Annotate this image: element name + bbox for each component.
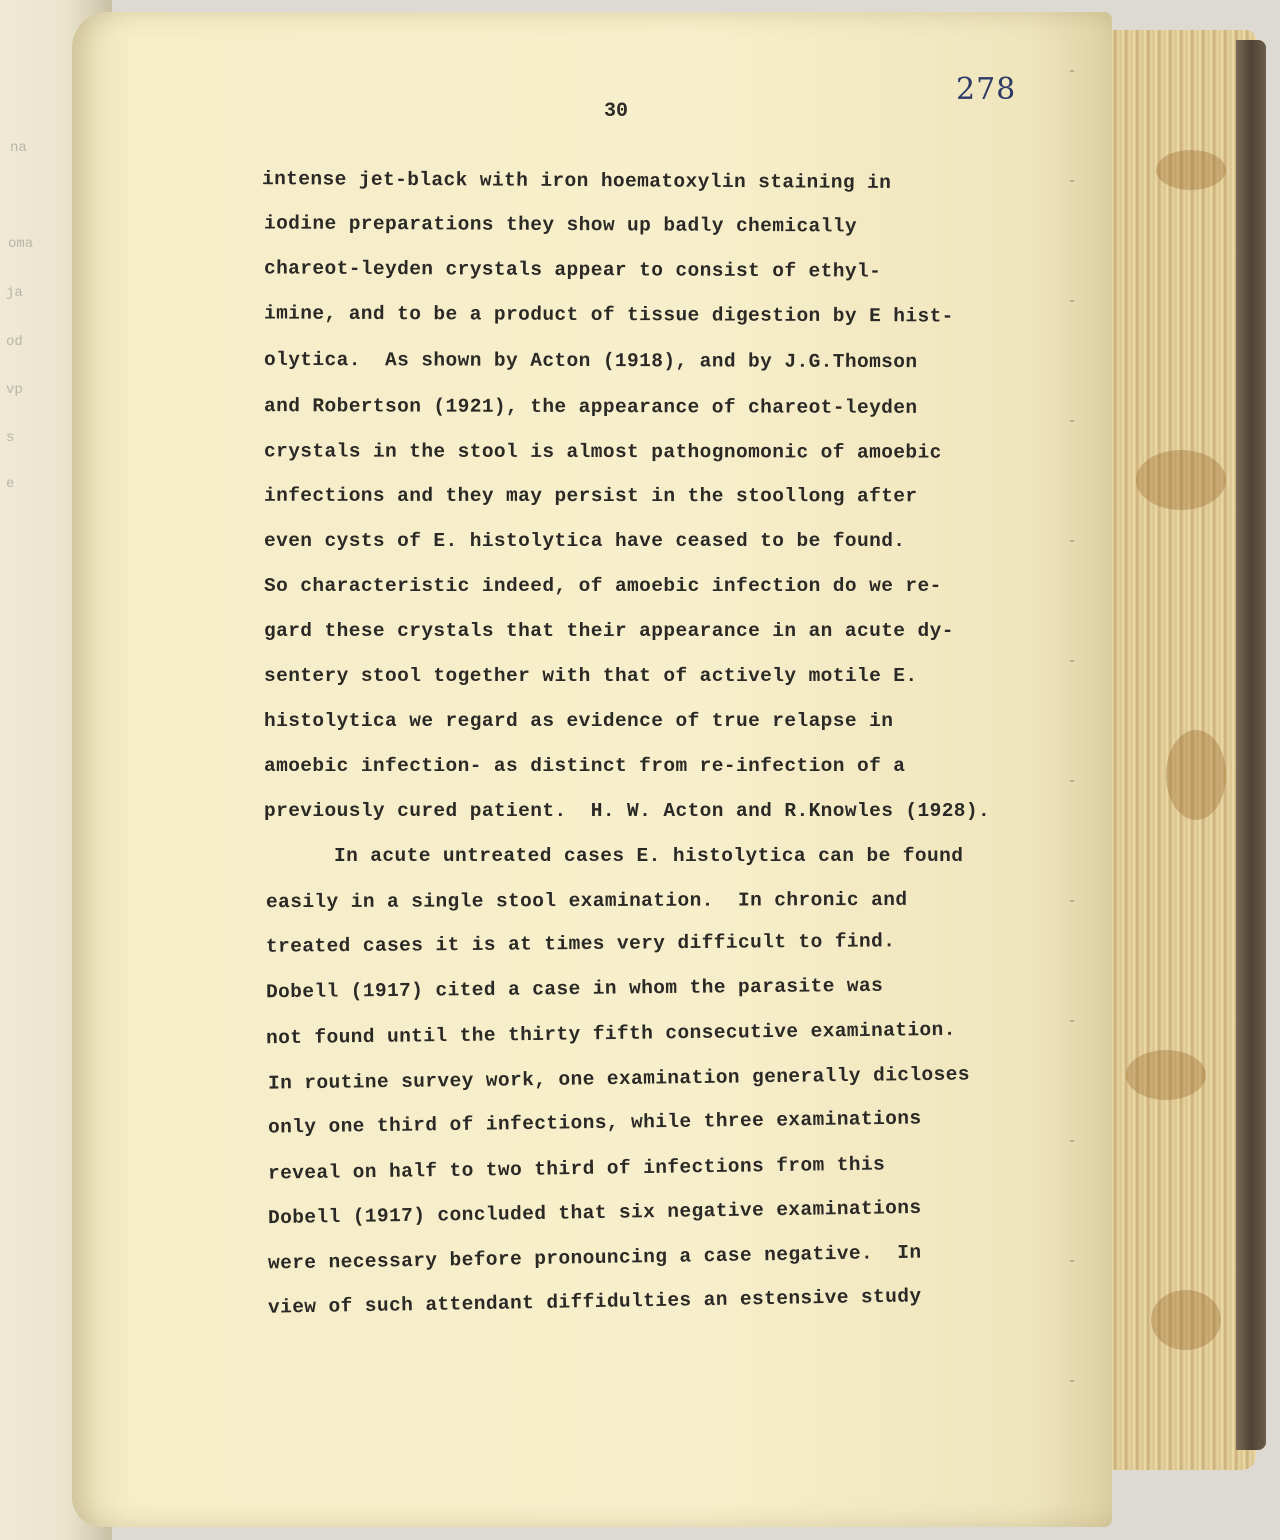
text-line: infections and they may persist in the stoollong after bbox=[263, 484, 918, 508]
text-line: and Robertson (1921), the appearance of chareot-leyden bbox=[263, 395, 918, 419]
page-stack-edges bbox=[1096, 30, 1256, 1470]
text-line: view of such attendant diffidulties an estensive study bbox=[267, 1285, 922, 1319]
text-line: olytica. As shown by Acton (1918), and by J.G.Thomson bbox=[263, 348, 918, 374]
text-line: even cysts of E. histolytica have ceased to be found. bbox=[264, 530, 906, 552]
text-line: imine, and to be a product of tissue digestion by E hist- bbox=[263, 302, 954, 328]
text-line: sentery stool together with that of actively motile E. bbox=[264, 665, 918, 687]
text-line: intense jet-black with iron hoematoxylin staining in bbox=[261, 168, 892, 194]
text-line: So characteristic indeed, of amoebic infection do we re- bbox=[264, 575, 942, 597]
text-line: were necessary before pronouncing a case negative. In bbox=[267, 1241, 922, 1275]
book-spine bbox=[1236, 40, 1266, 1450]
text-line: not found until the thirty fifth consecutive examination. bbox=[265, 1018, 956, 1050]
text-line: treated cases it is at times very difficult to find. bbox=[265, 930, 896, 958]
left-page-edge: na oma ja od vp s e bbox=[0, 0, 112, 1540]
page-number: 30 bbox=[604, 100, 629, 123]
text-line: amoebic infection- as distinct from re-infection of a bbox=[264, 755, 906, 777]
text-line: gard these crystals that their appearance in an acute dy- bbox=[264, 620, 954, 642]
text-line: In acute untreated cases E. histolytica can be found bbox=[334, 845, 964, 867]
text-line: previously cured patient. H. W. Acton and R.Knowles (1928). bbox=[264, 800, 991, 822]
text-line: In routine survey work, one examination generally dicloses bbox=[267, 1063, 971, 1095]
text-line: Dobell (1917) cited a case in whom the parasite was bbox=[265, 974, 884, 1004]
text-line: reveal on half to two third of infections from this bbox=[267, 1153, 886, 1185]
text-line: iodine preparations they show up badly chemically bbox=[263, 212, 858, 238]
text-line: easily in a single stool examination. In chronic and bbox=[265, 888, 908, 914]
text-line: Dobell (1917) concluded that six negative examinations bbox=[267, 1196, 922, 1230]
text-line: chareot-leyden crystals appear to consist of ethyl- bbox=[263, 257, 882, 283]
text-line: crystals in the stool is almost pathognomonic of amoebic bbox=[263, 440, 942, 464]
handwritten-folio-number: 278 bbox=[956, 72, 1017, 107]
text-line: histolytica we regard as evidence of true relapse in bbox=[264, 710, 894, 732]
text-line: only one third of infections, while three examinations bbox=[267, 1107, 922, 1139]
